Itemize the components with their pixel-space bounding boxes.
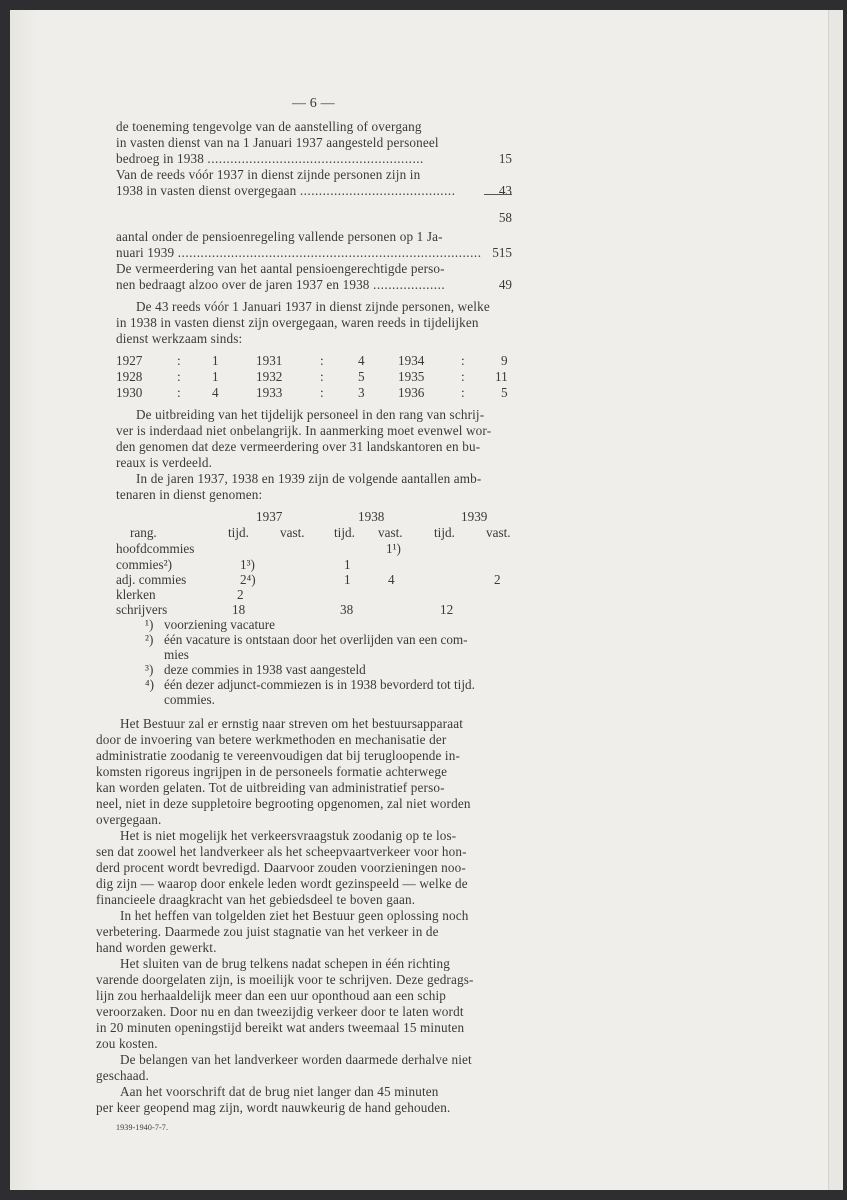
vast-header: vast. [280,525,305,540]
page-right-edge [828,10,843,1190]
year-header-1939: 1939 [461,509,488,524]
vast-header: vast. [486,525,511,540]
ledger-line-3: bedroeg in 1938 ......................................................... [116,151,424,166]
ledger-line-6: aantal onder de pensioenregeling vallende personen op 1 Ja- [116,229,443,244]
year-header-1937: 1937 [256,509,283,524]
tijd-header: tijd. [434,525,455,540]
ledger-line-1: de toeneming tengevolge van de aanstelling of overgang [116,119,422,134]
ledger-value-515: 515 [492,245,512,260]
ledger-line-4: Van de reeds vóór 1937 in dienst zijnde personen zijn in [116,167,421,182]
tijd-header: tijd. [334,525,355,540]
para2-line-3: den genomen dat deze vermeerdering over 31 landskantoren en bu- [116,439,481,454]
ledger-line-2: in vasten dienst van na 1 Januari 1937 aangesteld personeel [116,135,439,150]
sum-rule [484,194,512,195]
ledger-value-49: 49 [498,277,512,292]
vast-header: vast. [378,525,403,540]
ledger-value-43: 43 [498,183,512,198]
para2-line-6: tenaren in dienst genomen: [116,487,263,502]
footer-code: 1939-1940-7-7. [116,1123,169,1132]
para1-line-1: De 43 reeds vóór 1 Januari 1937 in dienst zijnde personen, welke [136,299,490,314]
para2-line-1: De uitbreiding van het tijdelijk personeel in den rang van schrij- [136,407,485,422]
ledger-sum: 58 [498,210,512,225]
para2-line-5: In de jaren 1937, 1938 en 1939 zijn de volgende aantallen amb- [136,471,482,486]
para1-line-3: dienst werkzaam sinds: [116,331,243,346]
ledger-value-15: 15 [498,151,512,166]
tijd-header: tijd. [228,525,249,540]
ledger-line-7: nuari 1939 ................................................................................ [116,245,482,260]
ledger-line-8: De vermeerdering van het aantal pensioengerechtigde perso- [116,261,445,276]
para1-line-2: in 1938 in vasten dienst zijn overgegaan, waren reeds in tijdelijken [116,315,479,330]
rang-header: rang. [130,525,157,540]
ledger-line-5: 1938 in vasten dienst overgegaan ......................................... [116,183,456,198]
year-header-1938: 1938 [358,509,385,524]
ledger-line-9: nen bedraagt alzoo over de jaren 1937 en 1938 ................... [116,277,446,292]
para2-line-2: ver is inderdaad niet onbelangrijk. In aanmerking moet evenwel wor- [116,423,492,438]
para2-line-4: reaux is verdeeld. [116,455,213,470]
page-left-edge [10,10,38,1190]
page-number: — 6 — [292,96,335,111]
